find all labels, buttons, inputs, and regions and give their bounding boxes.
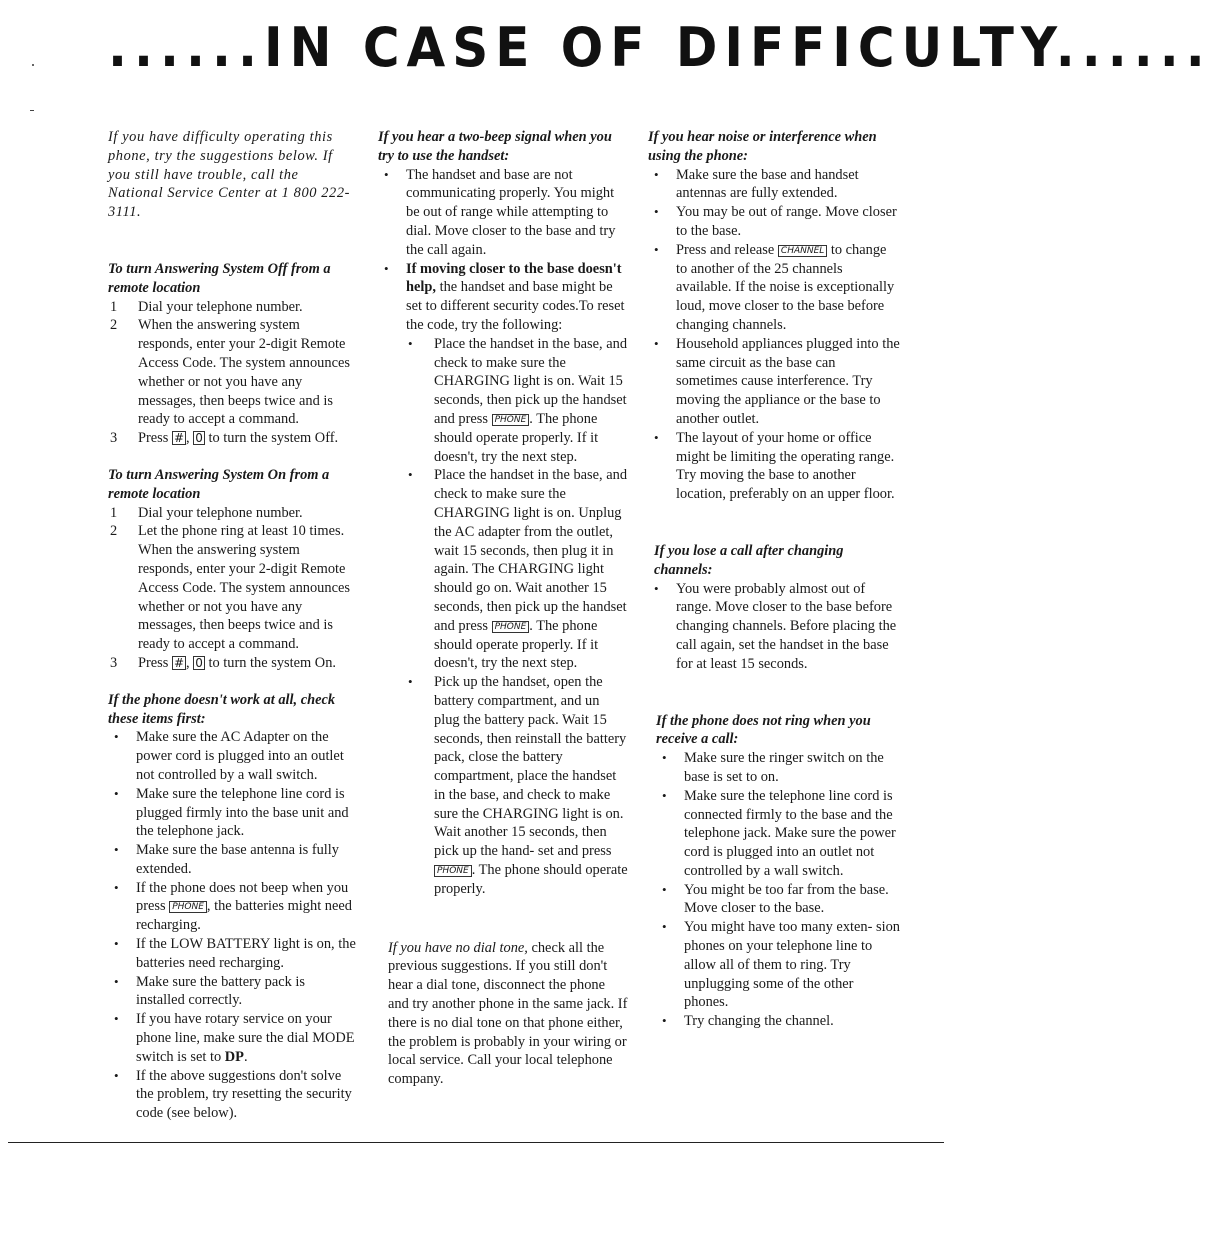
list-item: 3 Press # , 0 to turn the system On. <box>110 654 336 671</box>
column-middle <box>378 128 628 1089</box>
answering-on-heading: To turn Answering System On from a remote location <box>108 466 330 502</box>
channel-key-icon: CHANNEL <box>778 245 827 257</box>
list-item: 2 Let the phone ring at least 10 times. When the answering system responds, enter your 2-digit Remote Access Code. The system announces whether or not you have any messages, then beeps twice and is ready to accept a command. <box>110 523 350 653</box>
phone-key-icon: PHONE <box>492 621 530 633</box>
zero-key-icon: 0 <box>195 655 203 670</box>
list-item: • Make sure the base antenna is fully extended. <box>108 841 356 879</box>
list-item: 1 Dial your telephone number. <box>110 298 303 315</box>
list-item: • If moving closer to the base doesn't help, the handset and base might be set to different security codes.To reset the code, try the following: • Place the handset in the base, and check to make sure the CHARGING light is on. Wait 15 seconds, then pick up the handset and press PHONE . The phone should operate properly. If it doesn't, try the next step. • Place the handset in the base, and check to make sure the CHARGING light is on. Unplug the AC adapter from the outlet, wait 15 seconds, then plug it in again. The CHARGING light should go on. Wait another 15 seconds, then pick up the handset and press PHONE . The phone should operate properly. If it doesn't, try the next step. • Pick up the handset, open the battery compartment, and un plug the battery pack. Wait 15 seconds, then reinstall the battery pack, close the battery compartment, place the handset in the base, and check to make sure the CHARGING light is on. Wait another 15 seconds, then pick up the hand- set and press PHONE . The phone should operate properly. <box>378 260 628 899</box>
list-item: • Make sure the telephone line cord is connected firmly to the base and the telephone jack. Make sure the power cord is plugged into an outlet not controlled by a wall switch. <box>656 787 900 881</box>
no-dial-tone-paragraph: If you have no dial tone, check all the previous suggestions. If you still don't hear a dial tone, disconnect the phone and try another phone in the same jack. If there is no dial tone on that phone either, the problem is probably in your wiring or local service. Call your local telephone company. <box>388 939 628 1088</box>
two-beep-list <box>378 166 628 899</box>
reset-steps-list <box>406 335 628 899</box>
check-items-heading: If the phone doesn't work at all, check these items first: <box>108 691 336 727</box>
list-item: • Make sure the AC Adapter on the power cord is plugged into an outlet not controlled by a wall switch. <box>108 728 356 784</box>
list-item: • Make sure the battery pack is installed correctly. <box>108 973 356 1011</box>
column-right <box>648 128 900 1031</box>
list-item: • Make sure the telephone line cord is plugged firmly into the base unit and the telephone jack. <box>108 785 356 841</box>
zero-key-icon: 0 <box>195 431 203 446</box>
answering-off-heading: To turn Answering System Off from a remote location <box>108 260 331 296</box>
list-item: • If the phone does not beep when you press PHONE , the batteries might need recharging. <box>108 879 356 935</box>
noise-heading: If you hear noise or interference when using the phone: <box>648 129 877 164</box>
phone-key-icon: PHONE <box>492 414 530 426</box>
phone-key-icon: PHONE <box>434 865 472 877</box>
lose-call-list <box>648 580 900 674</box>
list-item: • Press and release CHANNEL to change to another of the 25 channels available. If the noise is exceptionally loud, move closer to the base before changing channels. <box>648 241 900 335</box>
no-ring-list <box>648 749 900 1031</box>
list-item: • Place the handset in the base, and check to make sure the CHARGING light is on. Wait 15 seconds, then pick up the handset and press PHONE . The phone should operate properly. If it doesn't, try the next step. <box>406 335 628 467</box>
list-item: • If you have rotary service on your phone line, make sure the dial MODE switch is set to DP. <box>108 1010 356 1066</box>
noise-list <box>648 166 900 504</box>
no-dial-tone-heading: If you have no dial tone, <box>388 939 528 956</box>
list-item: • Place the handset in the base, and check to make sure the CHARGING light is on. Unplug the AC adapter from the outlet, wait 15 seconds, then plug it in again. The CHARGING light should go on. Wait another 15 seconds, then pick up the handset and press PHONE . The phone should operate properly. If it doesn't, try the next step. <box>406 466 628 673</box>
list-item: • The layout of your home or office might be limiting the operating range. Try moving the base to another location, preferably on an upper floor. <box>648 429 900 504</box>
list-item: • You may be out of range. Move closer to the base. <box>648 203 900 241</box>
list-item: • If the above suggestions don't solve the problem, try resetting the security code (see below). <box>108 1067 356 1123</box>
list-item: • Make sure the base and handset antennas are fully extended. <box>648 166 900 204</box>
pound-key-icon: # <box>173 431 185 446</box>
list-item: • Try changing the channel. <box>656 1012 900 1031</box>
answering-off-steps <box>108 298 356 448</box>
list-item: 3 Press # , 0 to turn the system Off. <box>110 430 339 447</box>
bottom-divider <box>8 1142 944 1143</box>
two-beep-heading: If you hear a two-beep signal when you try to use the handset: <box>378 129 612 164</box>
list-item: • Make sure the ringer switch on the base is set to on. <box>656 749 900 787</box>
check-items-list <box>108 728 356 1123</box>
list-item: • Pick up the handset, open the battery compartment, and un plug the battery pack. Wait 15 seconds, then reinstall the battery pack, close the battery compartment, place the handset in the base, and check to make sure the CHARGING light is on. Wait another 15 seconds, then pick up the hand- set and press PHONE . The phone should operate properly. <box>406 673 628 899</box>
list-item: 2 When the answering system responds, enter your 2-digit Remote Access Code. The system announces whether or not you have any messages, then beeps twice and is ready to accept a command. <box>110 317 350 428</box>
list-item: • If the LOW BATTERY light is on, the batteries need recharging. <box>108 935 356 973</box>
no-ring-heading: If the phone does not ring when you receive a call: <box>656 712 871 748</box>
list-item: 1 Dial your telephone number. <box>110 504 303 521</box>
scan-speck <box>30 110 34 111</box>
list-item: • Household appliances plugged into the same circuit as the base can sometimes cause interference. Try moving the appliance or the base to another outlet. <box>648 335 900 429</box>
lose-call-heading: If you lose a call after changing channels: <box>654 542 844 578</box>
list-item: • You might be too far from the base. Move closer to the base. <box>656 881 900 919</box>
list-item: • You might have too many exten- sion phones on your telephone line to allow all of them to ring. Try unplugging some of the other phones. <box>656 918 900 1012</box>
list-item: • You were probably almost out of range. Move closer to the base before changing channels. Before placing the call again, set the handset in the base for at least 15 seconds. <box>648 580 900 674</box>
phone-key-icon: PHONE <box>169 901 207 913</box>
column-left <box>108 128 356 1123</box>
list-item: • The handset and base are not communicating properly. You might be out of range while attempting to dial. Move closer to the base and try the call again. <box>378 166 628 260</box>
intro-paragraph: If you have difficulty operating this phone, try the suggestions below. If you still have trouble, call the National Service Center at 1 800 222-3111. <box>108 129 351 221</box>
scan-speck <box>32 64 34 66</box>
answering-on-steps <box>108 504 356 673</box>
page-title: ......IN CASE OF DIFFICULTY...... <box>108 16 1212 79</box>
pound-key-icon: # <box>173 655 185 670</box>
